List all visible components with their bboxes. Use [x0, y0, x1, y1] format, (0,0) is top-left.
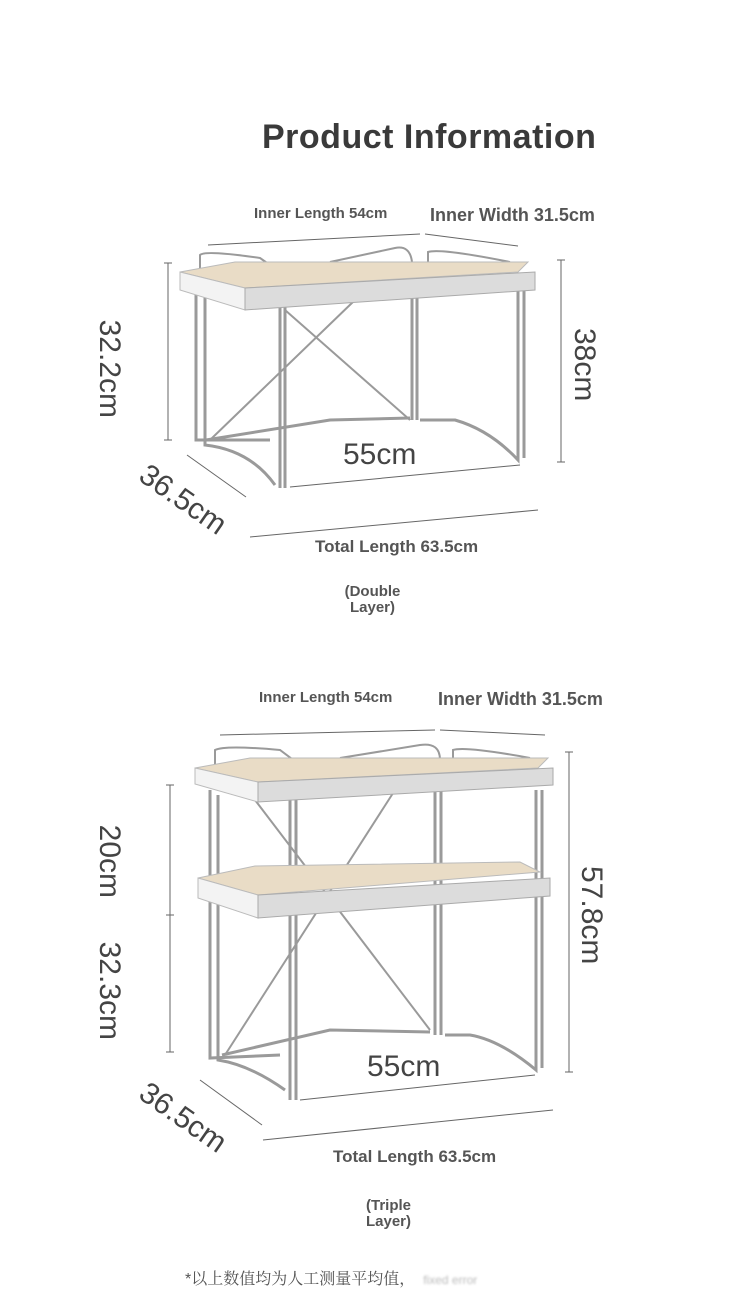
triple-span-label: 55cm	[367, 1050, 441, 1083]
triple-caption-line2: Layer)	[365, 1213, 412, 1230]
triple-height-upper-label: 20cm	[93, 824, 126, 898]
double-caption-line1: (Double	[344, 583, 401, 600]
double-height-left-label: 32.2cm	[93, 319, 126, 418]
double-depth-label: 36.5cm	[133, 458, 233, 542]
triple-caption	[346, 1198, 431, 1230]
triple-total-length-label: Total Length 63.5cm	[333, 1147, 497, 1166]
double-inner-length-label: Inner Length 54cm	[254, 205, 388, 222]
double-inner-width-label: Inner Width 31.5cm	[430, 205, 595, 225]
triple-height-right-label: 57.8cm	[575, 866, 608, 965]
double-height-right-label: 38cm	[568, 328, 601, 402]
double-total-length-label: Total Length 63.5cm	[315, 537, 479, 556]
footer-note-text: *以上数值均为人工测量平均值，	[185, 1271, 416, 1288]
triple-inner-width-label: Inner Width 31.5cm	[438, 689, 603, 709]
double-span-label: 55cm	[343, 438, 417, 471]
footer-blurred-text: fixed error	[423, 1273, 478, 1287]
triple-inner-length-label: Inner Length 54cm	[259, 689, 393, 706]
triple-caption-line1: (Triple	[365, 1197, 411, 1214]
triple-lower-tray	[198, 862, 550, 918]
page-title: Product Information	[262, 118, 597, 156]
triple-depth-label: 36.5cm	[133, 1076, 233, 1160]
double-caption-line2: Layer)	[349, 599, 396, 616]
triple-height-lower-label: 32.3cm	[93, 941, 126, 1040]
triple-upper-tray	[195, 758, 553, 802]
